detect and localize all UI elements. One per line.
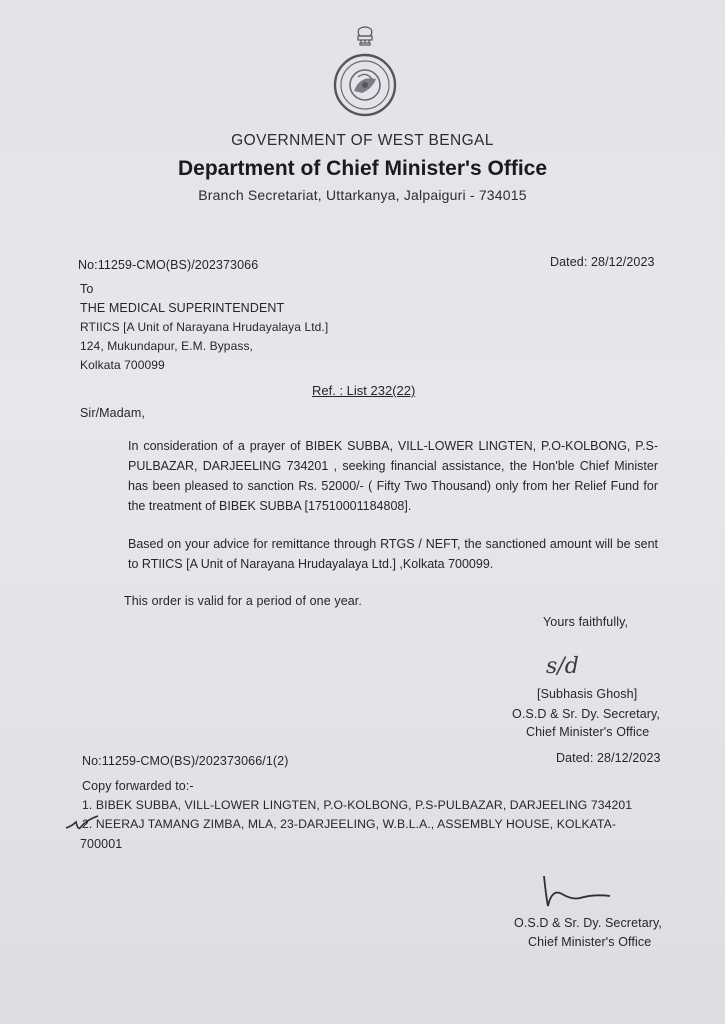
copy-forwarded-label: Copy forwarded to:-	[82, 779, 194, 793]
signatory-name: [Subhasis Ghosh]	[537, 687, 638, 701]
signature-scribble-icon	[536, 872, 626, 912]
reference-line: Ref. : List 232(22)	[312, 383, 416, 398]
body-paragraph-remittance: Based on your advice for remittance through RTGS / NEFT, the sanctioned amount will be sent to RTIICS [A Unit of Narayana Hrudayalaya Ltd.] ,Kolkata 700099.	[128, 537, 658, 571]
closing: Yours faithfully,	[543, 615, 629, 629]
validity-note: This order is valid for a period of one year.	[124, 594, 362, 608]
tick-mark-icon	[64, 812, 100, 834]
recipient-line: 124, Mukundapur, E.M. Bypass,	[80, 339, 253, 353]
body-paragraph-sanction: In consideration of a prayer of BIBEK SUBBA, VILL-LOWER LINGTEN, P.O-KOLBONG, P.S-PULBAZAR, DARJEELING 734201 , seeking financial assistance, the Hon'ble Chief Minister has been pleased to sanction Rs. 52000/- ( Fifty Two Thousand) only from her Relief Fund for the treatment of BIBEK SUBBA [17510001184808].	[128, 439, 658, 513]
department-address: Branch Secretariat, Uttarkanya, Jalpaiguri - 734015	[198, 187, 527, 203]
copy-date: Dated: 28/12/2023	[556, 751, 661, 765]
letter-number: No:11259-CMO(BS)/202373066	[78, 258, 259, 272]
to-label: To	[80, 282, 94, 296]
government-heading: GOVERNMENT OF WEST BENGAL	[231, 132, 494, 149]
recipient-line: Kolkata 700099	[80, 358, 165, 372]
copy-recipient-line: 2. NEERAJ TAMANG ZIMBA, MLA, 23-DARJEELING, W.B.L.A., ASSEMBLY HOUSE, KOLKATA-	[82, 817, 617, 831]
copy-signatory-office: Chief Minister's Office	[528, 935, 652, 949]
recipient-line: RTIICS [A Unit of Narayana Hrudayalaya Ltd.]	[80, 320, 329, 334]
copy-number: No:11259-CMO(BS)/202373066/1(2)	[82, 754, 289, 768]
signatory-office: Chief Minister's Office	[526, 725, 650, 739]
copy-recipient-line: 700001	[80, 837, 123, 851]
salutation: Sir/Madam,	[80, 406, 145, 420]
government-emblem-icon	[330, 25, 400, 117]
copy-signatory-title: O.S.D & Sr. Dy. Secretary,	[514, 916, 663, 930]
signature-mark: s/d	[546, 654, 579, 679]
copy-recipient-line: 1. BIBEK SUBBA, VILL-LOWER LINGTEN, P.O-KOLBONG, P.S-PULBAZAR, DARJEELING 734201	[82, 798, 633, 812]
department-title: Department of Chief Minister's Office	[177, 157, 548, 180]
letter-date: Dated: 28/12/2023	[550, 255, 655, 269]
recipient-line: THE MEDICAL SUPERINTENDENT	[80, 301, 285, 315]
signatory-title: O.S.D & Sr. Dy. Secretary,	[512, 707, 661, 721]
